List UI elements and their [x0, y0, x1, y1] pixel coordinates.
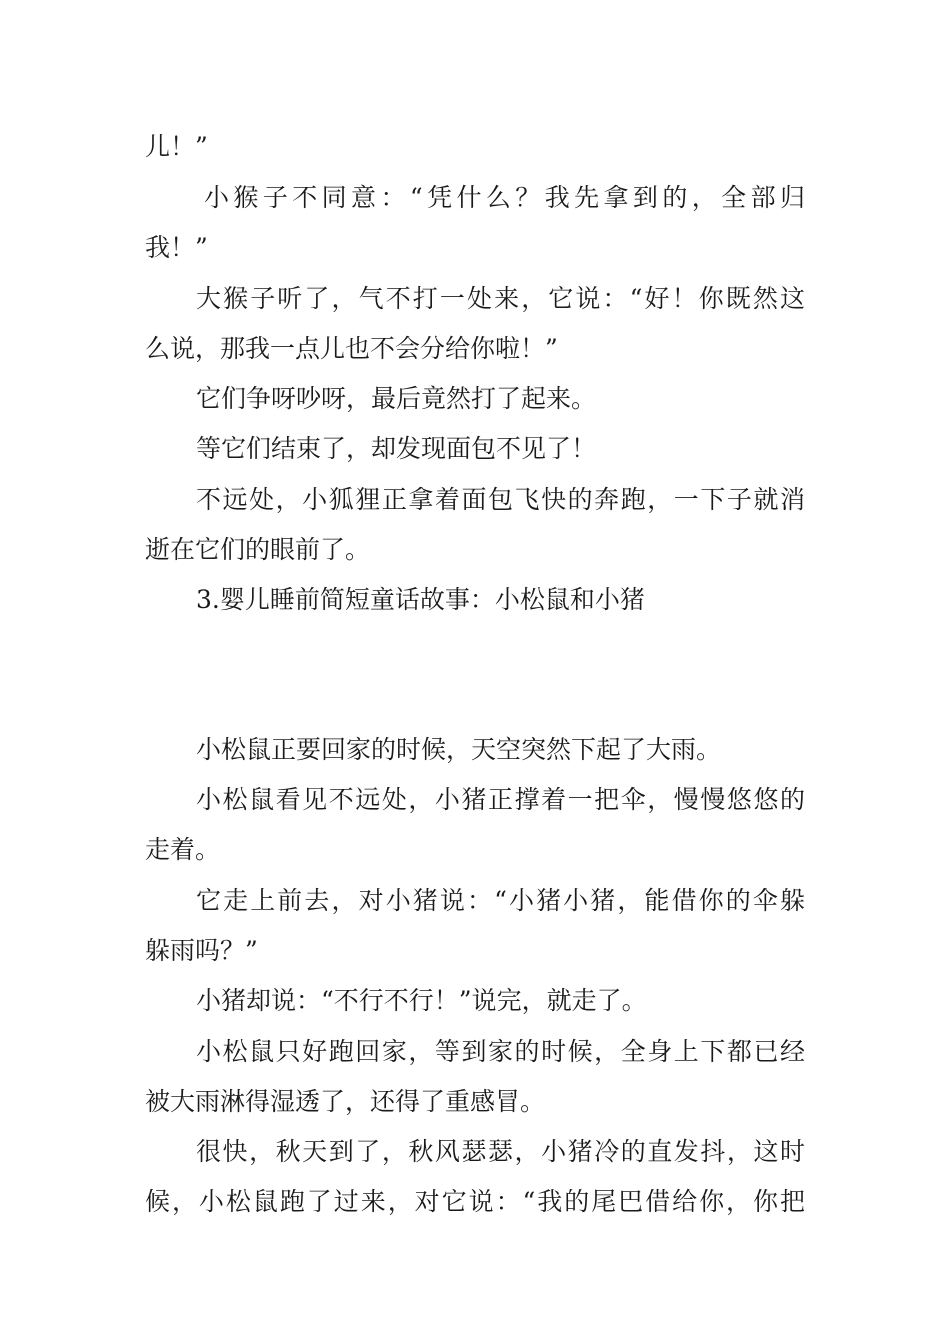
- paragraph-line: 小松鼠看见不远处，小猪正撑着一把伞，慢慢悠悠的: [196, 785, 805, 814]
- paragraph-line: 么说，那我一点儿也不会分给你啦！”: [145, 334, 558, 363]
- paragraph-line: 很快，秋天到了，秋风瑟瑟，小猪冷的直发抖，这时: [196, 1137, 805, 1166]
- paragraph-line: 大猴子听了，气不打一处来，它说：“好！你既然这: [196, 284, 805, 313]
- paragraph-line: 等它们结束了，却发现面包不见了！: [196, 434, 597, 463]
- paragraph-line: 小松鼠正要回家的时候，天空突然下起了大雨。: [196, 735, 722, 764]
- paragraph-line: 走着。: [145, 835, 221, 864]
- paragraph-line: 躲雨吗？”: [145, 936, 258, 965]
- paragraph-line: 候，小松鼠跑了过来，对它说：“我的尾巴借给你，你把: [145, 1187, 805, 1216]
- paragraph-line: 我！”: [145, 233, 208, 262]
- paragraph-line: 被大雨淋得湿透了，还得了重感冒。: [145, 1087, 546, 1116]
- paragraph-line: 不远处，小狐狸正拿着面包飞快的奔跑，一下子就消: [196, 485, 805, 514]
- section-heading: 3.婴儿睡前简短童话故事：小松鼠和小猪: [196, 585, 645, 614]
- paragraph-line: 逝在它们的眼前了。: [145, 535, 371, 564]
- paragraph-line: 它们争呀吵呀，最后竟然打了起来。: [196, 384, 597, 413]
- paragraph-line: 小松鼠只好跑回家，等到家的时候，全身上下都已经: [196, 1037, 805, 1066]
- paragraph-line: 小猪却说：“不行不行！”说完，就走了。: [196, 986, 647, 1015]
- paragraph-line: 小猴子不同意：“凭什么？我先拿到的，全部归: [204, 183, 805, 212]
- paragraph-line: 儿！”: [145, 132, 208, 161]
- paragraph-line: 它走上前去，对小猪说：“小猪小猪，能借你的伞躲: [196, 886, 805, 915]
